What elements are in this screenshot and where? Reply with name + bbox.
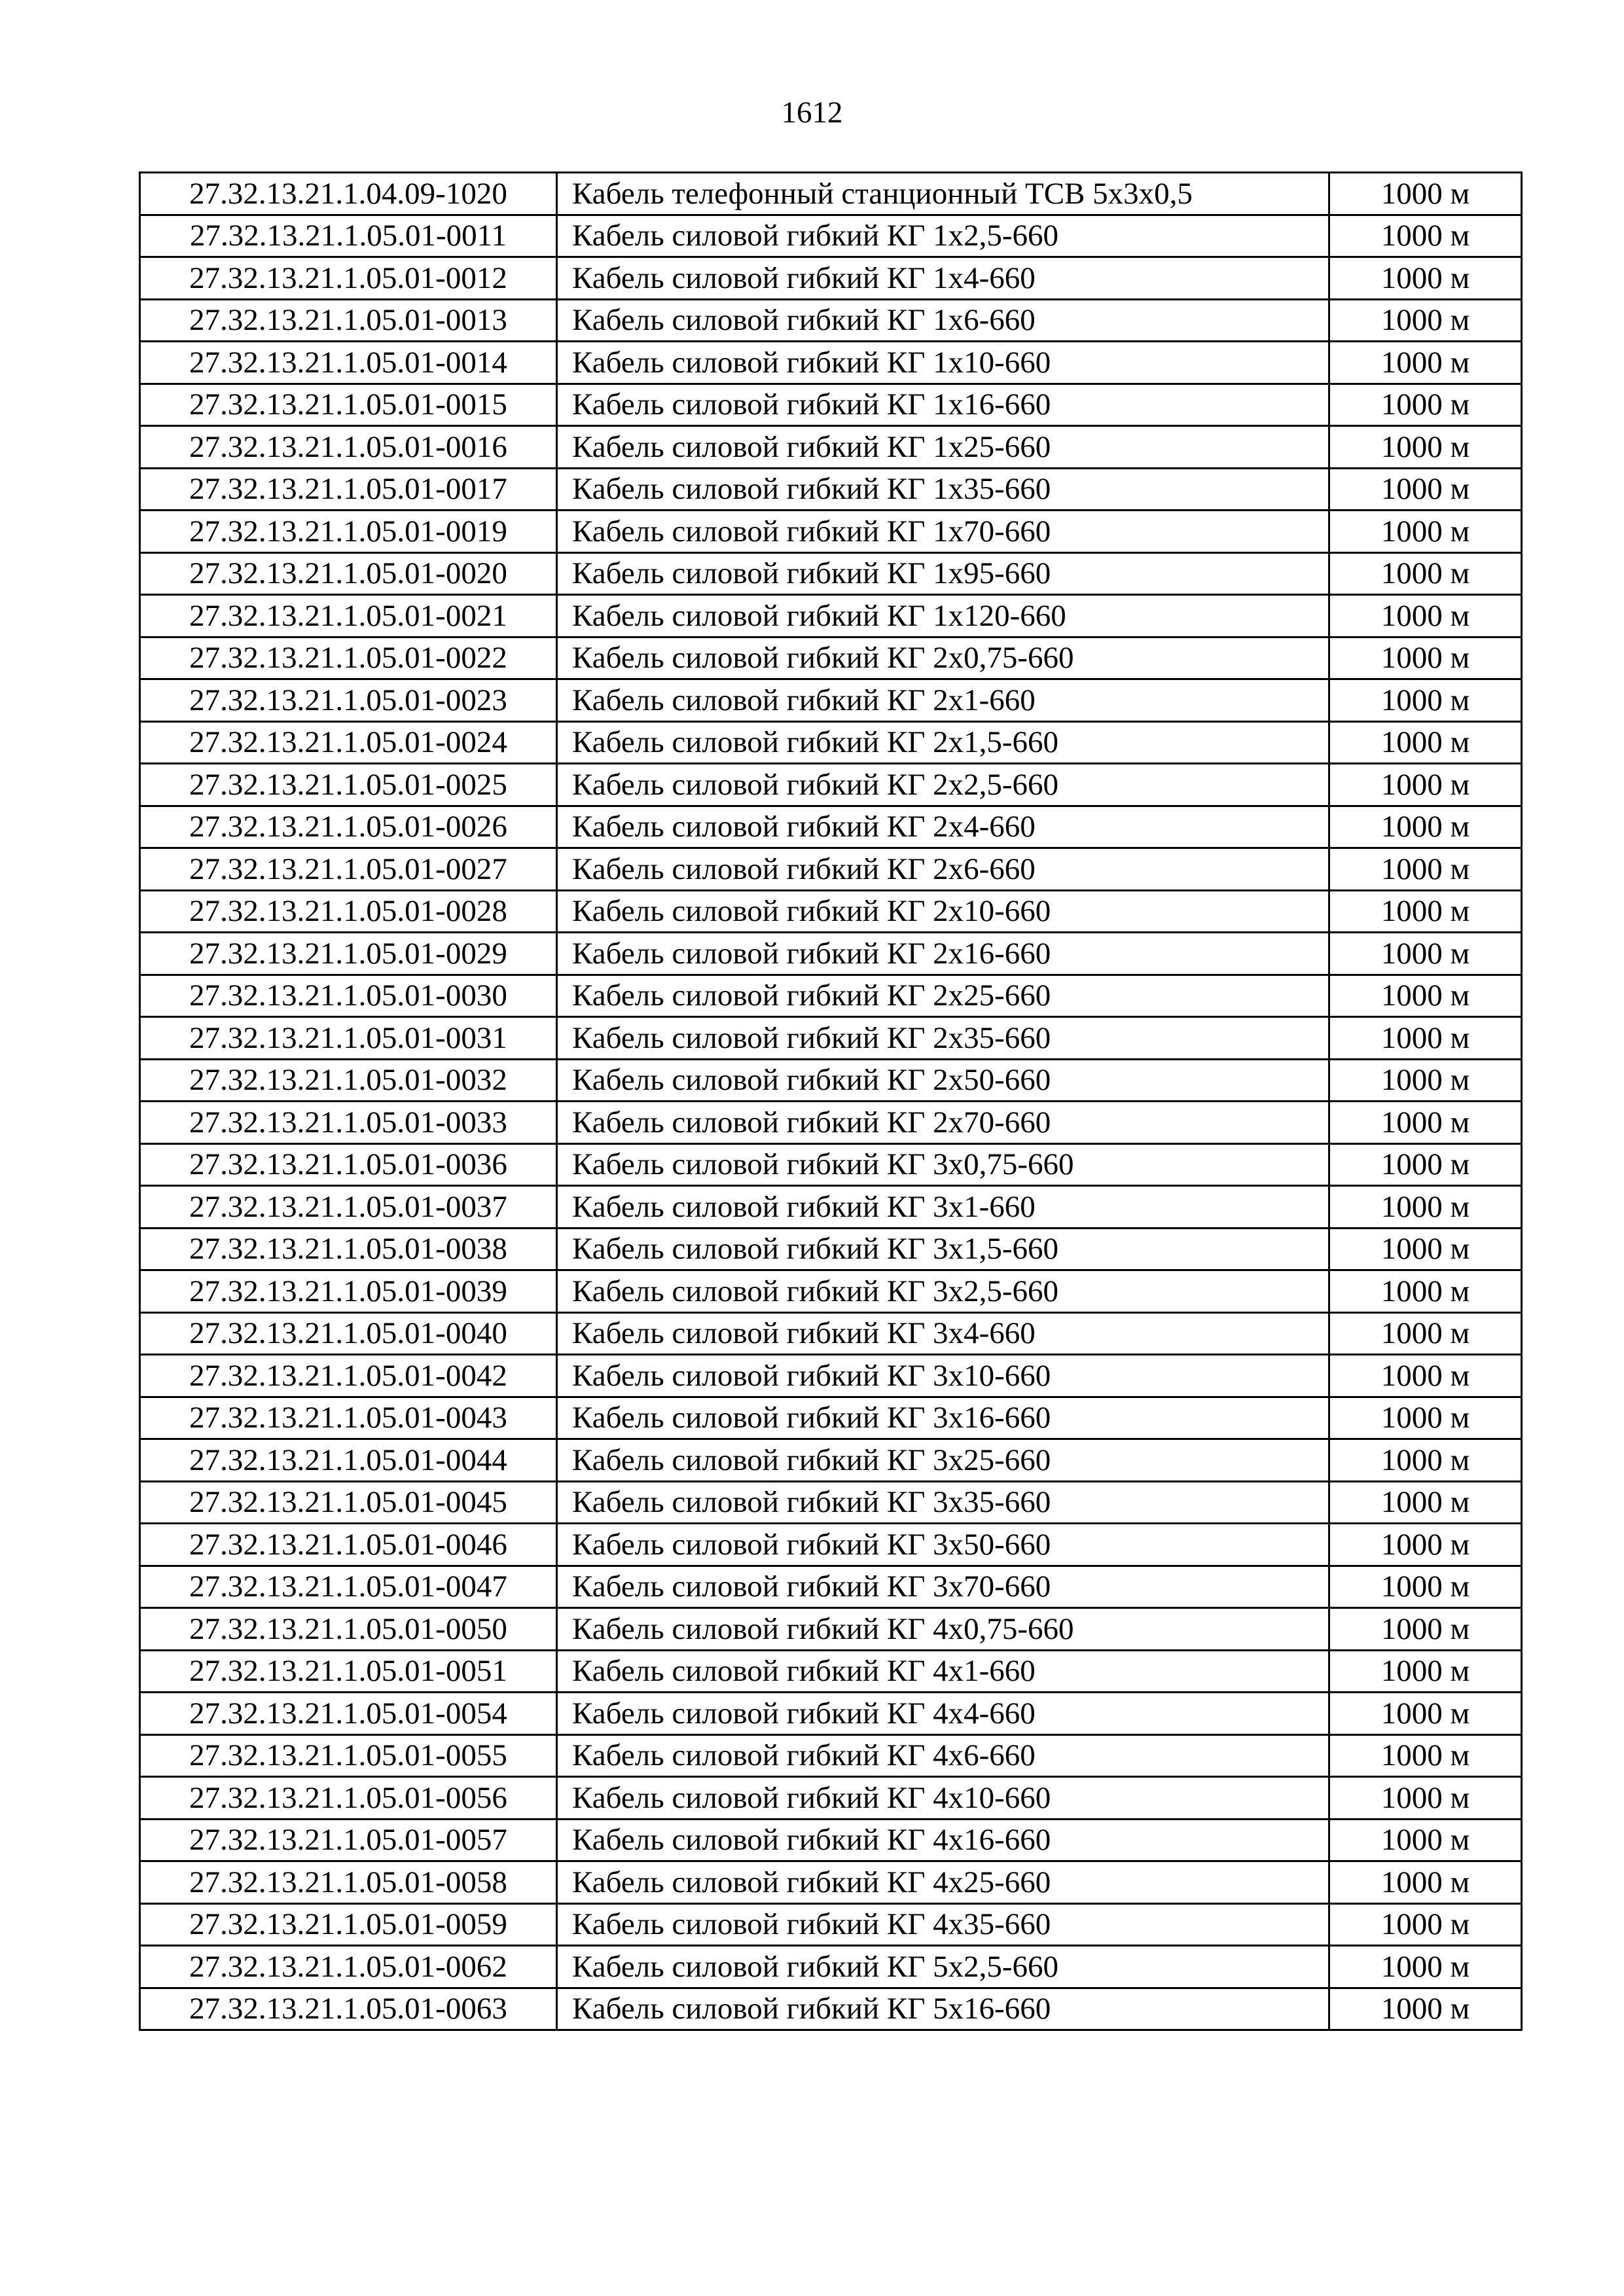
- resource-name-cell: Кабель силовой гибкий КГ 3х10-660: [557, 1355, 1329, 1397]
- page-number: 1612: [781, 96, 843, 130]
- unit-cell: 1000 м: [1329, 1819, 1522, 1861]
- resource-name-cell: Кабель силовой гибкий КГ 2х1-660: [557, 679, 1329, 722]
- table-row: [140, 679, 1522, 722]
- table-row: [140, 1566, 1522, 1608]
- unit-cell: 1000 м: [1329, 552, 1522, 595]
- table-row: [140, 1946, 1522, 1988]
- resource-code-cell: 27.32.13.21.1.05.01-0050: [140, 1608, 557, 1651]
- resource-code-cell: 27.32.13.21.1.05.01-0043: [140, 1397, 557, 1439]
- resource-name-cell: Кабель силовой гибкий КГ 5х2,5-660: [557, 1946, 1329, 1988]
- resource-name-cell: Кабель силовой гибкий КГ 1х35-660: [557, 468, 1329, 511]
- unit-cell: 1000 м: [1329, 468, 1522, 511]
- unit-cell: 1000 м: [1329, 1861, 1522, 1904]
- resource-name-cell: Кабель силовой гибкий КГ 4х16-660: [557, 1819, 1329, 1861]
- resource-code-cell: 27.32.13.21.1.05.01-0028: [140, 890, 557, 933]
- resource-code-cell: 27.32.13.21.1.05.01-0023: [140, 679, 557, 722]
- unit-cell: 1000 м: [1329, 426, 1522, 469]
- table-row: [140, 933, 1522, 975]
- unit-cell: 1000 м: [1329, 679, 1522, 722]
- resource-code-cell: 27.32.13.21.1.05.01-0029: [140, 933, 557, 975]
- unit-cell: 1000 м: [1329, 384, 1522, 426]
- resource-code-cell: 27.32.13.21.1.05.01-0031: [140, 1017, 557, 1060]
- unit-cell: 1000 м: [1329, 342, 1522, 384]
- resource-code-cell: 27.32.13.21.1.05.01-0058: [140, 1861, 557, 1904]
- table-row: [140, 1693, 1522, 1735]
- resource-name-cell: Кабель силовой гибкий КГ 4х25-660: [557, 1861, 1329, 1904]
- unit-cell: 1000 м: [1329, 1355, 1522, 1397]
- unit-cell: 1000 м: [1329, 1608, 1522, 1651]
- unit-cell: 1000 м: [1329, 511, 1522, 553]
- resource-code-cell: 27.32.13.21.1.05.01-0014: [140, 342, 557, 384]
- resource-name-cell: Кабель силовой гибкий КГ 3х2,5-660: [557, 1270, 1329, 1313]
- price-catalog-table: [139, 171, 1523, 2031]
- resource-name-cell: Кабель силовой гибкий КГ 4х35-660: [557, 1903, 1329, 1946]
- resource-code-cell: 27.32.13.21.1.05.01-0040: [140, 1312, 557, 1355]
- table-row: [140, 1228, 1522, 1270]
- unit-cell: 1000 м: [1329, 1524, 1522, 1566]
- resource-name-cell: Кабель силовой гибкий КГ 2х70-660: [557, 1102, 1329, 1144]
- resource-code-cell: 27.32.13.21.1.05.01-0055: [140, 1734, 557, 1777]
- table-row: [140, 1734, 1522, 1777]
- unit-cell: 1000 м: [1329, 1566, 1522, 1608]
- resource-name-cell: Кабель силовой гибкий КГ 3х25-660: [557, 1439, 1329, 1482]
- unit-cell: 1000 м: [1329, 637, 1522, 679]
- table-row: [140, 1270, 1522, 1313]
- table-row: [140, 1439, 1522, 1482]
- resource-code-cell: 27.32.13.21.1.05.01-0025: [140, 764, 557, 806]
- table-row: [140, 1608, 1522, 1651]
- resource-code-cell: 27.32.13.21.1.05.01-0020: [140, 552, 557, 595]
- resource-code-cell: 27.32.13.21.1.05.01-0012: [140, 257, 557, 300]
- unit-cell: 1000 м: [1329, 1017, 1522, 1060]
- table-row: [140, 173, 1522, 215]
- table-row: [140, 764, 1522, 806]
- resource-name-cell: Кабель силовой гибкий КГ 3х1-660: [557, 1186, 1329, 1229]
- resource-name-cell: Кабель силовой гибкий КГ 1х70-660: [557, 511, 1329, 553]
- resource-code-cell: 27.32.13.21.1.05.01-0032: [140, 1059, 557, 1102]
- table-row: [140, 342, 1522, 384]
- table-row: [140, 384, 1522, 426]
- unit-cell: 1000 м: [1329, 299, 1522, 342]
- resource-code-cell: 27.32.13.21.1.05.01-0056: [140, 1777, 557, 1820]
- resource-code-cell: 27.32.13.21.1.05.01-0026: [140, 806, 557, 848]
- table-row: [140, 1355, 1522, 1397]
- resource-name-cell: Кабель силовой гибкий КГ 3х50-660: [557, 1524, 1329, 1566]
- resource-code-cell: 27.32.13.21.1.05.01-0037: [140, 1186, 557, 1229]
- resource-name-cell: Кабель силовой гибкий КГ 1х4-660: [557, 257, 1329, 300]
- unit-cell: 1000 м: [1329, 1312, 1522, 1355]
- resource-name-cell: Кабель силовой гибкий КГ 2х1,5-660: [557, 721, 1329, 764]
- unit-cell: 1000 м: [1329, 1059, 1522, 1102]
- unit-cell: 1000 м: [1329, 595, 1522, 637]
- unit-cell: 1000 м: [1329, 1650, 1522, 1693]
- resource-name-cell: Кабель силовой гибкий КГ 2х25-660: [557, 975, 1329, 1017]
- resource-code-cell: 27.32.13.21.1.05.01-0044: [140, 1439, 557, 1482]
- unit-cell: 1000 м: [1329, 1143, 1522, 1186]
- unit-cell: 1000 м: [1329, 806, 1522, 848]
- table-row: [140, 1481, 1522, 1524]
- table-row: [140, 1017, 1522, 1060]
- resource-name-cell: Кабель силовой гибкий КГ 1х25-660: [557, 426, 1329, 469]
- resource-code-cell: 27.32.13.21.1.05.01-0051: [140, 1650, 557, 1693]
- resource-code-cell: 27.32.13.21.1.05.01-0063: [140, 1988, 557, 2030]
- table-body: [140, 173, 1522, 2030]
- resource-name-cell: Кабель силовой гибкий КГ 5х16-660: [557, 1988, 1329, 2030]
- resource-code-cell: 27.32.13.21.1.05.01-0019: [140, 511, 557, 553]
- unit-cell: 1000 м: [1329, 257, 1522, 300]
- resource-code-cell: 27.32.13.21.1.05.01-0036: [140, 1143, 557, 1186]
- table-row: [140, 1059, 1522, 1102]
- resource-name-cell: Кабель силовой гибкий КГ 2х2,5-660: [557, 764, 1329, 806]
- resource-name-cell: Кабель силовой гибкий КГ 2х10-660: [557, 890, 1329, 933]
- resource-code-cell: 27.32.13.21.1.05.01-0059: [140, 1903, 557, 1946]
- table-row: [140, 637, 1522, 679]
- table-row: [140, 1819, 1522, 1861]
- resource-name-cell: Кабель силовой гибкий КГ 4х0,75-660: [557, 1608, 1329, 1651]
- table-row: [140, 595, 1522, 637]
- resource-name-cell: Кабель силовой гибкий КГ 1х95-660: [557, 552, 1329, 595]
- table-row: [140, 1861, 1522, 1904]
- resource-code-cell: 27.32.13.21.1.05.01-0033: [140, 1102, 557, 1144]
- unit-cell: 1000 м: [1329, 1903, 1522, 1946]
- table-row: [140, 1524, 1522, 1566]
- resource-code-cell: 27.32.13.21.1.05.01-0022: [140, 637, 557, 679]
- resource-name-cell: Кабель силовой гибкий КГ 3х70-660: [557, 1566, 1329, 1608]
- resource-name-cell: Кабель силовой гибкий КГ 3х0,75-660: [557, 1143, 1329, 1186]
- resource-name-cell: Кабель силовой гибкий КГ 2х16-660: [557, 933, 1329, 975]
- resource-name-cell: Кабель силовой гибкий КГ 2х50-660: [557, 1059, 1329, 1102]
- table-row: [140, 1650, 1522, 1693]
- resource-name-cell: Кабель силовой гибкий КГ 3х16-660: [557, 1397, 1329, 1439]
- unit-cell: 1000 м: [1329, 848, 1522, 891]
- resource-code-cell: 27.32.13.21.1.05.01-0013: [140, 299, 557, 342]
- resource-code-cell: 27.32.13.21.1.04.09-1020: [140, 173, 557, 215]
- resource-code-cell: 27.32.13.21.1.05.01-0017: [140, 468, 557, 511]
- resource-name-cell: Кабель силовой гибкий КГ 3х4-660: [557, 1312, 1329, 1355]
- table-row: [140, 1397, 1522, 1439]
- resource-code-cell: 27.32.13.21.1.05.01-0054: [140, 1693, 557, 1735]
- unit-cell: 1000 м: [1329, 975, 1522, 1017]
- resource-code-cell: 27.32.13.21.1.05.01-0062: [140, 1946, 557, 1988]
- table-row: [140, 848, 1522, 891]
- table-row: [140, 1143, 1522, 1186]
- resource-name-cell: Кабель силовой гибкий КГ 2х35-660: [557, 1017, 1329, 1060]
- unit-cell: 1000 м: [1329, 1946, 1522, 1988]
- resource-code-cell: 27.32.13.21.1.05.01-0016: [140, 426, 557, 469]
- unit-cell: 1000 м: [1329, 890, 1522, 933]
- unit-cell: 1000 м: [1329, 1481, 1522, 1524]
- resource-code-cell: 27.32.13.21.1.05.01-0015: [140, 384, 557, 426]
- unit-cell: 1000 м: [1329, 1102, 1522, 1144]
- unit-cell: 1000 м: [1329, 1439, 1522, 1482]
- resource-name-cell: Кабель силовой гибкий КГ 4х1-660: [557, 1650, 1329, 1693]
- table-row: [140, 299, 1522, 342]
- resource-code-cell: 27.32.13.21.1.05.01-0021: [140, 595, 557, 637]
- resource-code-cell: 27.32.13.21.1.05.01-0024: [140, 721, 557, 764]
- resource-code-cell: 27.32.13.21.1.05.01-0038: [140, 1228, 557, 1270]
- resource-code-cell: 27.32.13.21.1.05.01-0039: [140, 1270, 557, 1313]
- unit-cell: 1000 м: [1329, 933, 1522, 975]
- resource-name-cell: Кабель силовой гибкий КГ 2х0,75-660: [557, 637, 1329, 679]
- table-row: [140, 721, 1522, 764]
- table-row: [140, 552, 1522, 595]
- unit-cell: 1000 м: [1329, 1228, 1522, 1270]
- table-row: [140, 1988, 1522, 2030]
- unit-cell: 1000 м: [1329, 215, 1522, 257]
- resource-code-cell: 27.32.13.21.1.05.01-0030: [140, 975, 557, 1017]
- unit-cell: 1000 м: [1329, 721, 1522, 764]
- resource-name-cell: Кабель силовой гибкий КГ 4х6-660: [557, 1734, 1329, 1777]
- resource-code-cell: 27.32.13.21.1.05.01-0045: [140, 1481, 557, 1524]
- unit-cell: 1000 м: [1329, 1734, 1522, 1777]
- table-row: [140, 215, 1522, 257]
- table-row: [140, 1186, 1522, 1229]
- resource-code-cell: 27.32.13.21.1.05.01-0011: [140, 215, 557, 257]
- table-row: [140, 1777, 1522, 1820]
- resource-code-cell: 27.32.13.21.1.05.01-0047: [140, 1566, 557, 1608]
- resource-code-cell: 27.32.13.21.1.05.01-0046: [140, 1524, 557, 1566]
- unit-cell: 1000 м: [1329, 764, 1522, 806]
- resource-name-cell: Кабель силовой гибкий КГ 1х16-660: [557, 384, 1329, 426]
- resource-name-cell: Кабель силовой гибкий КГ 1х6-660: [557, 299, 1329, 342]
- table-row: [140, 468, 1522, 511]
- resource-name-cell: Кабель телефонный станционный ТСВ 5х3х0,5: [557, 173, 1329, 215]
- unit-cell: 1000 м: [1329, 1777, 1522, 1820]
- resource-name-cell: Кабель силовой гибкий КГ 1х120-660: [557, 595, 1329, 637]
- resource-name-cell: Кабель силовой гибкий КГ 4х4-660: [557, 1693, 1329, 1735]
- unit-cell: 1000 м: [1329, 1270, 1522, 1313]
- resource-name-cell: Кабель силовой гибкий КГ 3х35-660: [557, 1481, 1329, 1524]
- unit-cell: 1000 м: [1329, 1186, 1522, 1229]
- table-row: [140, 426, 1522, 469]
- table-row: [140, 975, 1522, 1017]
- unit-cell: 1000 м: [1329, 1693, 1522, 1735]
- resource-name-cell: Кабель силовой гибкий КГ 2х6-660: [557, 848, 1329, 891]
- unit-cell: 1000 м: [1329, 1988, 1522, 2030]
- resource-name-cell: Кабель силовой гибкий КГ 3х1,5-660: [557, 1228, 1329, 1270]
- resource-name-cell: Кабель силовой гибкий КГ 1х10-660: [557, 342, 1329, 384]
- unit-cell: 1000 м: [1329, 1397, 1522, 1439]
- resource-code-cell: 27.32.13.21.1.05.01-0027: [140, 848, 557, 891]
- table-row: [140, 806, 1522, 848]
- table-row: [140, 890, 1522, 933]
- table-row: [140, 511, 1522, 553]
- resource-name-cell: Кабель силовой гибкий КГ 2х4-660: [557, 806, 1329, 848]
- resource-code-cell: 27.32.13.21.1.05.01-0042: [140, 1355, 557, 1397]
- unit-cell: 1000 м: [1329, 173, 1522, 215]
- table-row: [140, 1903, 1522, 1946]
- resource-code-cell: 27.32.13.21.1.05.01-0057: [140, 1819, 557, 1861]
- table-row: [140, 1312, 1522, 1355]
- table-row: [140, 257, 1522, 300]
- resource-name-cell: Кабель силовой гибкий КГ 1х2,5-660: [557, 215, 1329, 257]
- resource-name-cell: Кабель силовой гибкий КГ 4х10-660: [557, 1777, 1329, 1820]
- table-row: [140, 1102, 1522, 1144]
